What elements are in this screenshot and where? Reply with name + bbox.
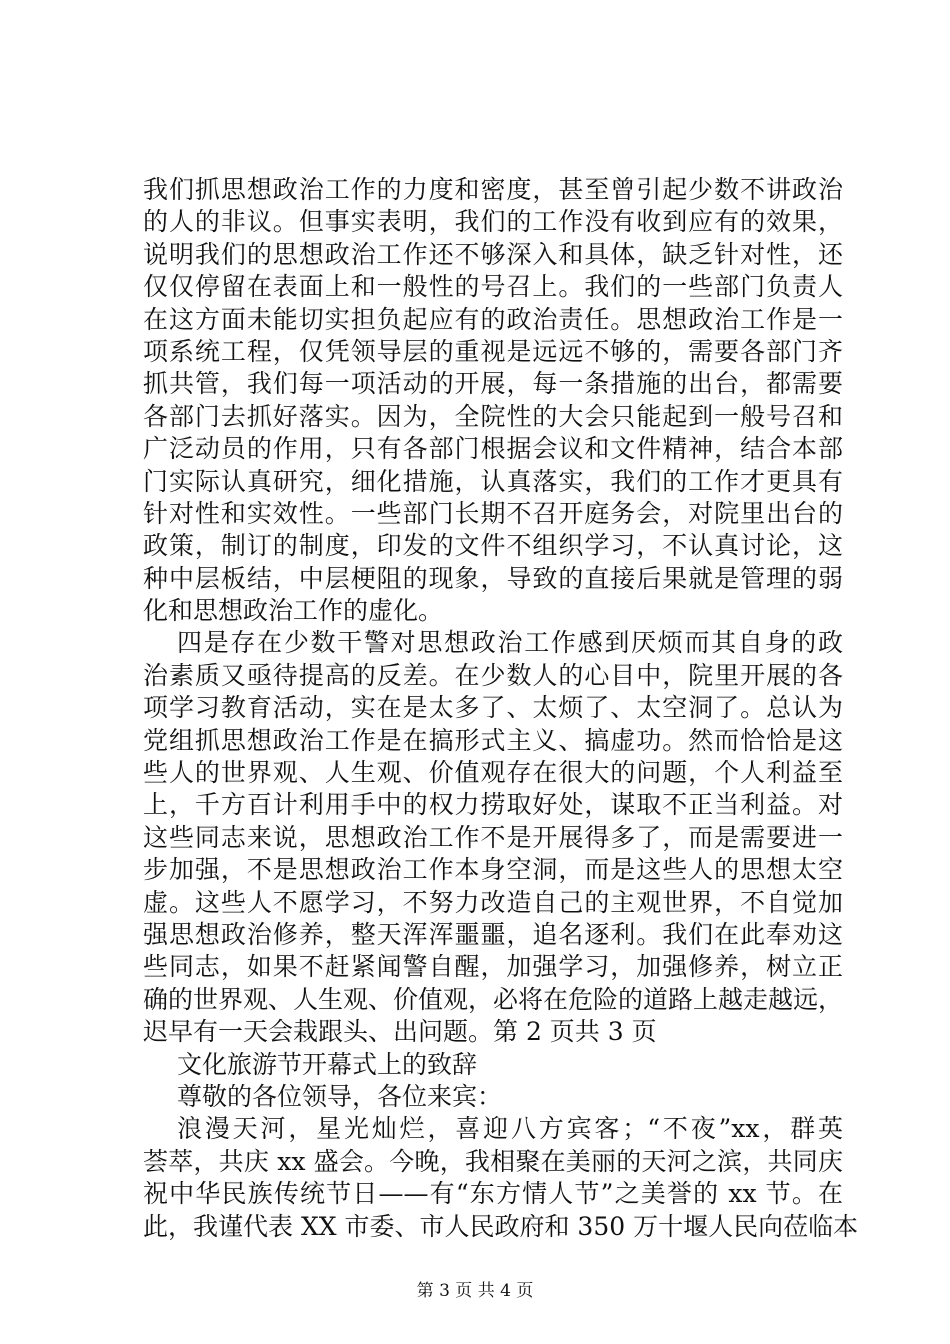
speech-title: 文化旅游节开幕式上的致辞 bbox=[177, 1049, 478, 1079]
text-line: 上，千方百计利用手中的权力捞取好处，谋取不正当利益。对 bbox=[143, 790, 843, 820]
text-line: 迟早有一天会栽跟头、出问题。第 2 页共 3 页 bbox=[143, 1017, 657, 1047]
text-line: 些人的世界观、人生观、价值观存在很大的问题，个人利益至 bbox=[143, 758, 843, 788]
text-line: 门实际认真研究，细化措施，认真落实，我们的工作才更具有 bbox=[143, 466, 843, 496]
text-line: 说明我们的思想政治工作还不够深入和具体，缺乏针对性，还 bbox=[143, 239, 843, 269]
text-line: 仅仅停留在表面上和一般性的号召上。我们的一些部门负责人 bbox=[143, 272, 843, 302]
text-line: 虚。这些人不愿学习，不努力改造自己的主观世界，不自觉加 bbox=[143, 887, 843, 917]
document-body bbox=[143, 174, 859, 1243]
text-line: 祝中华民族传统节日——有“东方情人节”之美誉的 xx 节。在 bbox=[143, 1179, 843, 1209]
text-line: 些同志，如果不赶紧闻警自醒，加强学习，加强修养，树立正 bbox=[143, 952, 843, 982]
text-line: 政策，制订的制度，印发的文件不组织学习，不认真讨论，这 bbox=[143, 531, 843, 561]
text-line: 项学习教育活动，实在是太多了、太烦了、太空洞了。总认为 bbox=[143, 693, 843, 723]
text-line: 我们抓思想政治工作的力度和密度，甚至曾引起少数不讲政治 bbox=[143, 175, 843, 204]
text-line: 针对性和实效性。一些部门长期不召开庭务会，对院里出台的 bbox=[143, 498, 843, 528]
text-line: 在这方面未能切实担负起应有的政治责任。思想政治工作是一 bbox=[143, 304, 843, 334]
text-line: 步加强，不是思想政治工作本身空洞，而是这些人的思想太空 bbox=[143, 855, 843, 885]
text-line: 抓共管，我们每一项活动的开展，每一条措施的出台，都需要 bbox=[143, 369, 843, 399]
text-line: 此，我谨代表 XX 市委、市人民政府和 350 万十堰人民向莅临本 bbox=[143, 1211, 859, 1241]
paragraph-start-line: 浪漫天河，星光灿烂，喜迎八方宾客；“不夜”xx，群英 bbox=[177, 1114, 843, 1144]
salutation: 尊敬的各位领导，各位来宾： bbox=[177, 1081, 503, 1111]
text-line: 各部门去抓好落实。因为，全院性的大会只能起到一般号召和 bbox=[143, 401, 843, 431]
text-line: 化和思想政治工作的虚化。 bbox=[143, 596, 444, 626]
text-line: 的人的非议。但事实表明，我们的工作没有收到应有的效果， bbox=[143, 207, 843, 237]
text-line: 确的世界观、人生观、价值观，必将在危险的道路上越走越远， bbox=[143, 984, 844, 1014]
paragraph-start-line: 四是存在少数干警对思想政治工作感到厌烦而其自身的政 bbox=[177, 628, 843, 658]
text-line: 治素质又亟待提高的反差。在少数人的心目中，院里开展的各 bbox=[143, 660, 843, 690]
text-line: 项系统工程，仅凭领导层的重视是远远不够的，需要各部门齐 bbox=[143, 336, 843, 366]
text-line: 党组抓思想政治工作是在搞形式主义、搞虚功。然而恰恰是这 bbox=[143, 725, 843, 755]
text-line: 荟萃，共庆 xx 盛会。今晚，我相聚在美丽的天河之滨，共同庆 bbox=[143, 1146, 843, 1176]
text-line: 种中层板结，中层梗阻的现象，导致的直接后果就是管理的弱 bbox=[143, 563, 843, 593]
text-line: 这些同志来说，思想政治工作不是开展得多了，而是需要进一 bbox=[143, 822, 843, 852]
text-line: 强思想政治修养，整天浑浑噩噩，追名逐利。我们在此奉劝这 bbox=[143, 919, 843, 949]
page-footer: 第 3 页 共 4 页 bbox=[416, 1281, 534, 1301]
text-line: 广泛动员的作用，只有各部门根据会议和文件精神，结合本部 bbox=[143, 434, 843, 464]
